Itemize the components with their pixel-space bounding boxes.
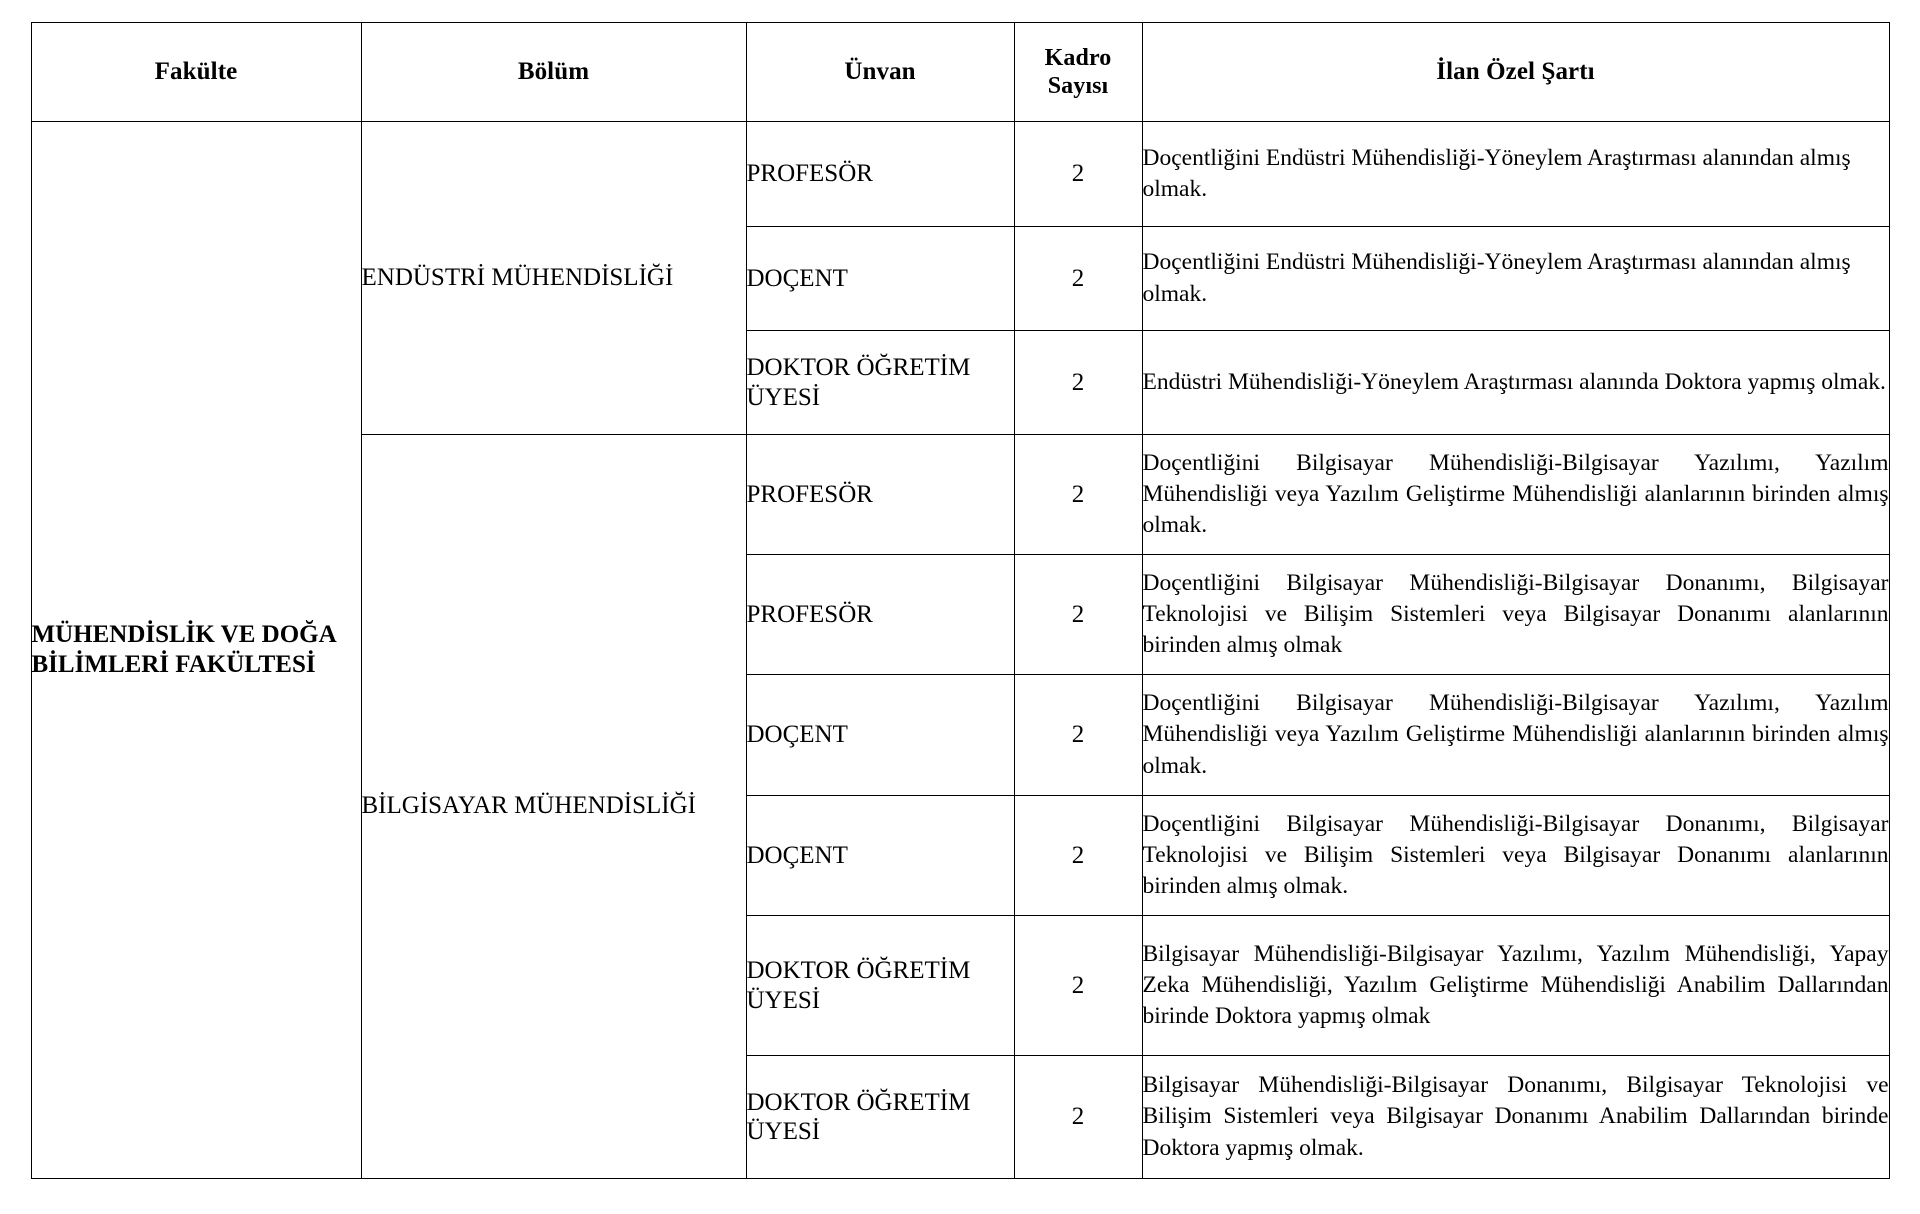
table-header-row xyxy=(31,23,1889,122)
position-count-cell: 2 xyxy=(1014,227,1142,331)
department-cell-industrial-engineering: ENDÜSTRİ MÜHENDİSLİĞİ xyxy=(361,122,746,435)
position-count-cell: 2 xyxy=(1014,796,1142,916)
title-cell: DOKTOR ÖĞRETİM ÜYESİ xyxy=(746,1056,1014,1179)
column-header-position-count xyxy=(1014,23,1142,122)
column-header-faculty: Fakülte xyxy=(31,23,361,122)
table-row xyxy=(31,122,1889,227)
special-condition-cell: Doçentliğini Endüstri Mühendisliği-Yöneylem Araştırması alanından almış olmak. xyxy=(1142,227,1889,331)
title-cell: DOÇENT xyxy=(746,227,1014,331)
title-cell: DOKTOR ÖĞRETİM ÜYESİ xyxy=(746,916,1014,1056)
position-count-cell: 2 xyxy=(1014,916,1142,1056)
special-condition-cell: Doçentliğini Bilgisayar Mühendisliği-Bilgisayar Yazılımı, Yazılım Mühendisliği veya Yazılım Geliştirme Mühendisliği alanlarının birinden almış olmak. xyxy=(1142,435,1889,555)
special-condition-cell: Bilgisayar Mühendisliği-Bilgisayar Yazılımı, Yazılım Mühendisliği, Yapay Zeka Mühendisliği, Yazılım Geliştirme Mühendisliği Anabilim Dallarından birinde Doktora yapmış olmak xyxy=(1142,916,1889,1056)
position-count-cell: 2 xyxy=(1014,331,1142,435)
special-condition-cell: Doçentliğini Endüstri Mühendisliği-Yöneylem Araştırması alanından almış olmak. xyxy=(1142,122,1889,227)
academic-positions-table xyxy=(31,22,1890,1179)
special-condition-cell: Doçentliğini Bilgisayar Mühendisliği-Bilgisayar Donanımı, Bilgisayar Teknolojisi ve Bilişim Sistemleri veya Bilgisayar Donanımı alanlarının birinden almış olmak. xyxy=(1142,796,1889,916)
position-count-cell: 2 xyxy=(1014,555,1142,675)
special-condition-cell: Doçentliğini Bilgisayar Mühendisliği-Bilgisayar Donanımı, Bilgisayar Teknolojisi ve Bilişim Sistemleri veya Bilgisayar Donanımı alanlarının birinden almış olmak xyxy=(1142,555,1889,675)
column-header-position-count-line1: Kadro xyxy=(1044,44,1112,71)
position-count-cell: 2 xyxy=(1014,435,1142,555)
column-header-special-condition: İlan Özel Şartı xyxy=(1142,23,1889,122)
title-cell: PROFESÖR xyxy=(746,555,1014,675)
title-cell: DOÇENT xyxy=(746,675,1014,796)
title-cell: DOÇENT xyxy=(746,796,1014,916)
position-count-cell: 2 xyxy=(1014,1056,1142,1179)
column-header-position-count-line2: Sayısı xyxy=(1047,73,1109,99)
title-cell: PROFESÖR xyxy=(746,122,1014,227)
special-condition-cell: Doçentliğini Bilgisayar Mühendisliği-Bilgisayar Yazılımı, Yazılım Mühendisliği veya Yazılım Geliştirme Mühendisliği alanlarının birinden almış olmak. xyxy=(1142,675,1889,796)
title-cell: PROFESÖR xyxy=(746,435,1014,555)
column-header-title: Ünvan xyxy=(746,23,1014,122)
position-count-cell: 2 xyxy=(1014,122,1142,227)
column-header-department: Bölüm xyxy=(361,23,746,122)
title-cell: DOKTOR ÖĞRETİM ÜYESİ xyxy=(746,331,1014,435)
special-condition-cell: Endüstri Mühendisliği-Yöneylem Araştırması alanında Doktora yapmış olmak. xyxy=(1142,331,1889,435)
faculty-cell: MÜHENDİSLİK VE DOĞA BİLİMLERİ FAKÜLTESİ xyxy=(31,122,361,1179)
special-condition-cell: Bilgisayar Mühendisliği-Bilgisayar Donanımı, Bilgisayar Teknolojisi ve Bilişim Sistemleri veya Bilgisayar Donanımı Anabilim Dallarından birinde Doktora yapmış olmak. xyxy=(1142,1056,1889,1179)
table-header xyxy=(31,23,1889,122)
position-count-cell: 2 xyxy=(1014,675,1142,796)
table-body xyxy=(31,122,1889,1179)
department-cell-computer-engineering: BİLGİSAYAR MÜHENDİSLİĞİ xyxy=(361,435,746,1179)
